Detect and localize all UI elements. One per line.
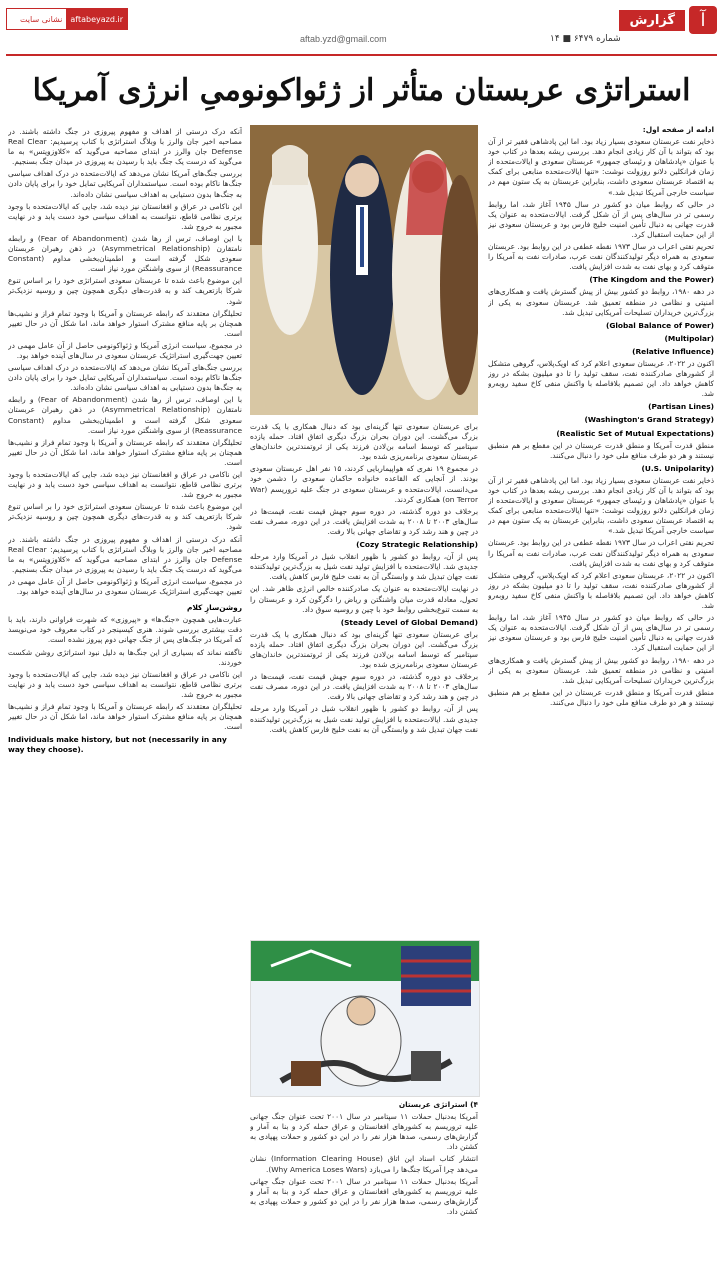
paragraph: با این اوصاف، ترس از رها شدن (Fear of Abandonment) و رابطه نامتقارن (Asymmetrical Relationship) در ذهن رهبران عربستان سعودی شکل گرفته است و اطمینان‌بخشی مداوم (Constant Reassurance) از سوی واشنگتن مورد نیاز است. bbox=[8, 395, 242, 435]
term-label: (Cozy Strategic Relationship) bbox=[356, 540, 478, 550]
paragraph: ذخایر نفت عربستان سعودی بسیار زیاد بود. اما این پادشاهی فقیر تر از آن بود که بتواند با آن کار زیادی انجام دهد. بررسی ریشه بعدها در کتاب خود با عنوان «پادشاهان و رئیسای جمهور» عربستان سعودی و ایالات‌متحده از زمان فرانکلین دلانو روزولت نوشت: «تنها ایالات‌متحده منابعی برای کمک به اقتصاد عربستان سعودی داشت، بنابراین عربستان به یک ستون مهم در سیاست خارجی آمریکا تبدیل شد.» bbox=[488, 475, 714, 536]
paragraph: برای عربستان سعودی تنها گزینه‌ای بود که دنبال همکاری با یک قدرت بزرگ می‌گشت. این دوران بحران بزرگ دیگری اتفاق افتاد. حمله یازده سپتامبر که توسط اسامه بن‌لادن فرزند یکی از ثروتمندترین خاندان‌های عربستان سعودی برنامه‌ریزی شده بود. bbox=[250, 629, 478, 670]
site-badge[interactable] bbox=[6, 8, 128, 30]
paragraph: آمریکا به‌دنبال حملات ۱۱ سپتامبر در سال ۲۰۰۱ تحت عنوان جنگ جهانی علیه تروریسم به کشورهای افغانستان و عراق حمله کرد و بنا به آمار و گزارش‌های رسمی، صدها هزار نفر را در این دو کشور و حملات پهپادی به کشتن داد. bbox=[250, 1176, 478, 1216]
issue-number: ۱۴ ■ شماره ۶۴۷۹ bbox=[550, 34, 621, 44]
section-logo bbox=[517, 4, 717, 36]
site-url[interactable]: aftabeyazd.ir bbox=[66, 9, 127, 29]
continuation-title: ادامه از صفحه اول: bbox=[642, 125, 714, 134]
paragraph: انتشار کتاب اسناد این اتاق (Information Clearing House) نشان می‌دهد چرا آمریکا جنگ‌ها را می‌بازد (Why America Loses Wars). bbox=[250, 1154, 478, 1174]
term-label: (Realistic Set of Mutual Expectations) bbox=[556, 428, 714, 438]
term-label: (Relative Influence) bbox=[632, 346, 714, 356]
paragraph: برخلاف دو دوره گذشته، در دوره سوم جهش قیمت نفت، قیمت‌ها در سال‌های ۲۰۰۳ تا ۲۰۰۸ به شدت افزایش یافت. در این دوره، مصرف نفت در چین و هند رشد کرد و تقاضای جهانی بالا رفت. bbox=[250, 506, 478, 536]
paragraph: اکنون در ۲۰۲۲، عربستان سعودی اعلام کرد که اوپک‌پلاس، گروهی متشکل از کشورهای صادرکننده نفت، سقف تولید را تا دو میلیون بشکه در روز کاهش خواهد داد. این تصمیم بلافاصله با واکنش منفی کاخ سفید روبه‌رو شد. bbox=[488, 358, 714, 399]
paragraph: برای عربستان سعودی تنها گزینه‌ای بود که دنبال همکاری با یک قدرت بزرگ می‌گشت. این دوران بحران بزرگ دیگری اتفاق افتاد. حمله یازده سپتامبر که توسط اسامه بن‌لادن فرزند یکی از ثروتمندترین خاندان‌های عربستان سعودی برنامه‌ریزی شده بود. bbox=[250, 422, 478, 462]
paragraph: در مجموع، سیاست انرژی آمریکا و ژئواکونومی حاصل از آن عامل مهمی در تعیین جهت‌گیری استراتژیک عربستان سعودی در سال‌های آینده خواهد بود. bbox=[8, 576, 242, 597]
right-column bbox=[488, 125, 714, 1275]
page-header bbox=[0, 0, 723, 64]
paragraph: این ناکامی در عراق و افغانستان نیز دیده شد، جایی که ایالات‌متحده با وجود برتری نظامی قاطع، نتوانست به اهداف سیاسی خود دست یابد و در نهایت مجبور به خروج شد. bbox=[8, 201, 242, 231]
paragraph: آنکه درک درستی از اهداف و مفهوم پیروزی در جنگ داشته باشند. در مصاحبه اخیر جان والرز با وبلاگ استراتژی با کتاب پرسیدیم: Real Clear Defense جان والرز در ابتدای مصاحبه می‌گوید که «کلاوزویتس» به ما می‌گوید که درست یک جنگ باید با رسیدن به پیروزی در میدان جنگ بسنجیم. bbox=[8, 127, 242, 167]
term-label: (Partisan Lines) bbox=[648, 402, 714, 412]
sub-section-title: روشن‌سازِ کلام bbox=[187, 603, 242, 613]
term-label: (Multipolar) bbox=[664, 333, 714, 343]
term-label: (The Kingdom and the Power) bbox=[589, 275, 714, 285]
email-address[interactable]: aftab.yzd@gmail.com bbox=[300, 34, 387, 44]
paragraph: عبارت‌هایی همچون «جنگ‌ها» و «پیروزی» که شهرت فراوانی دارند، باید با دقت بیشتری بررسی شوند. هنری کیسینجر در کتاب معروف خود می‌نویسد که آمریکا در جنگ‌های پس از جنگ جهانی دوم پیروز نشده است. bbox=[8, 615, 242, 645]
paragraph: آنکه درک درستی از اهداف و مفهوم پیروزی در جنگ داشته باشند. در مصاحبه اخیر جان والرز با وبلاگ استراتژی با کتاب پرسیدیم: Real Clear Defense جان والرز در ابتدای مصاحبه می‌گوید که «کلاوزویتس» به ما می‌گوید که درست یک جنگ باید با رسیدن به پیروزی در میدان جنگ بسنجیم. bbox=[8, 534, 242, 574]
site-label: نشانی سایت bbox=[19, 14, 63, 24]
paragraph: در نهایت ایالات‌متحده به عنوان یک صادرکننده خالص انرژی ظاهر شد. این تحول، معادله قدرت میان واشنگتن و ریاض را دگرگون کرد و عربستان را به سمت تنوع‌بخشی روابط خود با چین و روسیه سوق داد. bbox=[250, 584, 478, 614]
middle-lower-column bbox=[250, 1100, 478, 1275]
paragraph: در مجموع، سیاست انرژی آمریکا و ژئواکونومی حاصل از آن عامل مهمی در تعیین جهت‌گیری استراتژیک عربستان سعودی در سال‌های آینده خواهد بود. bbox=[8, 340, 242, 360]
paragraph: بررسی جنگ‌های آمریکا نشان می‌دهد که ایالات‌متحده در درک اهداف سیاسی جنگ‌ها ناکام بوده است. سیاستمداران آمریکایی تمایل خود را برای پایان دادن به جنگ‌ها بدون دستیابی به اهداف سیاسی نشان داده‌اند. bbox=[8, 363, 242, 393]
paragraph: تحلیلگران معتقدند که رابطه عربستان و آمریکا با وجود تمام فراز و نشیب‌ها همچنان بر پایه منافع مشترک استوار خواهد ماند، اما شکل آن در حال تغییر است. bbox=[8, 308, 242, 338]
term-label: (Steady Level of Global Demand) bbox=[340, 617, 478, 627]
paragraph: پس از آن، روابط دو کشور با ظهور انقلاب شیل در آمریکا وارد مرحله جدیدی شد. ایالات‌متحده با افزایش تولید نفت شیل به بزرگ‌ترین تولیدکننده نفت جهان تبدیل شد و وابستگی آن به نفت خلیج فارس کاهش یافت. bbox=[250, 552, 478, 582]
paragraph: در حالی که روابط میان دو کشور در سال ۱۹۴۵ آغاز شد، اما روابط رسمی تر در سال‌های پس از آن شکل گرفت. ایالات‌متحده به عنوان یک قدرت جهانی به دنبال تأمین امنیت خلیج فارس بود و عربستان سعودی نیز از این حمایت استقبال کرد. bbox=[488, 613, 714, 653]
cartoon-illustration bbox=[251, 941, 479, 1096]
paragraph: این موضوع باعث شده تا عربستان سعودی استراتژی خود را بر اساس تنوع شرکا بازتعریف کند و به قدرت‌های دیگری همچون چین و روسیه نزدیک‌تر شود. bbox=[8, 276, 242, 306]
paragraph: برخلاف دو دوره گذشته، در دوره سوم جهش قیمت نفت، قیمت‌ها در سال‌های ۲۰۰۳ تا ۲۰۰۸ به شدت افزایش یافت. در این دوره، مصرف نفت در چین و هند رشد کرد و تقاضای جهانی بالا رفت. bbox=[250, 672, 478, 702]
page-headline: استراتژی عربستان متأثر از ژئواکونومیِ انرژی آمریکا bbox=[32, 73, 691, 108]
paragraph: در دهه ۱۹۸۰، روابط دو کشور بیش از پیش گسترش یافت و همکاری‌های امنیتی و نظامی در منطقه تعمیق شد. عربستان سعودی به یکی از بزرگ‌ترین خریداران تسلیحات آمریکایی تبدیل شد. bbox=[488, 655, 714, 685]
paragraph: این موضوع باعث شده تا عربستان سعودی استراتژی خود را بر اساس تنوع شرکا بازتعریف کند و به قدرت‌های دیگری همچون چین و روسیه نزدیک‌تر شود. bbox=[8, 502, 242, 532]
closing-quote: Individuals make history, but not (necessarily in any way they choose). bbox=[8, 735, 227, 755]
paragraph: تحریم نفتی اعراب در سال ۱۹۷۳ نقطه عطفی در این روابط بود. عربستان سعودی به همراه دیگر تولیدکنندگان نفت عرب، صادرات نفت به آمریکا را متوقف کرد و بهای نفت به شدت افزایش یافت. bbox=[488, 538, 714, 568]
paragraph: تحلیلگران معتقدند که رابطه عربستان و آمریکا با وجود تمام فراز و نشیب‌ها همچنان بر پایه منافع مشترک استوار خواهد ماند، اما شکل آن در حال تغییر است. bbox=[8, 701, 242, 732]
paragraph: ناگفته نماند که بسیاری از این جنگ‌ها به دلیل نبود استراتژی روشن شکست خوردند. bbox=[8, 647, 242, 667]
paragraph: بررسی جنگ‌های آمریکا نشان می‌دهد که ایالات‌متحده در درک اهداف سیاسی جنگ‌ها ناکام بوده است. سیاستمداران آمریکایی تمایل خود را برای پایان دادن به جنگ‌ها بدون دستیابی به اهداف سیاسی نشان داده‌اند. bbox=[8, 169, 242, 199]
paragraph: تحریم نفتی اعراب در سال ۱۹۷۳ نقطه عطفی در این روابط بود. عربستان سعودی به همراه دیگر تولیدکنندگان نفت عرب، صادرات نفت به آمریکا را متوقف کرد و بهای نفت به شدت افزایش یافت. bbox=[488, 242, 714, 272]
section-label: گزارش bbox=[619, 10, 685, 31]
paragraph: این ناکامی در عراق و افغانستان نیز دیده شد، جایی که ایالات‌متحده با وجود برتری نظامی قاطع، نتوانست به اهداف سیاسی خود دست یابد و در نهایت مجبور به خروج شد. bbox=[8, 470, 242, 500]
section-title: ۴) استراتژی عربستان bbox=[398, 1100, 478, 1109]
paragraph: در حالی که روابط میان دو کشور در سال ۱۹۴۵ آغاز شد، اما روابط رسمی تر در سال‌های پس از آن شکل گرفت. ایالات‌متحده به عنوان یک قدرت جهانی به دنبال تأمین امنیت خلیج فارس بود و عربستان سعودی نیز از این حمایت استقبال کرد. bbox=[488, 199, 714, 239]
paragraph: این ناکامی در عراق و افغانستان نیز دیده شد، جایی که ایالات‌متحده با وجود برتری نظامی قاطع، نتوانست به اهداف سیاسی خود دست یابد و در نهایت مجبور به خروج شد. bbox=[8, 669, 242, 699]
paragraph: اکنون در ۲۰۲۲، عربستان سعودی اعلام کرد که اوپک‌پلاس، گروهی متشکل از کشورهای صادرکننده نفت، سقف تولید را تا دو میلیون بشکه در روز کاهش خواهد داد. این تصمیم بلافاصله با واکنش منفی کاخ سفید روبه‌رو شد. bbox=[488, 570, 714, 611]
paragraph: ذخایر نفت عربستان سعودی بسیار زیاد بود. اما این پادشاهی فقیر تر از آن بود که بتواند با آن کار زیادی انجام دهد. بررسی ریشه بعدها در کتاب خود با عنوان «پادشاهان و رئیسای جمهور» عربستان سعودی و ایالات‌متحده از زمان فرانکلین دلانو روزولت نوشت: «تنها ایالات‌متحده منابعی برای کمک به اقتصاد عربستان سعودی داشت، بنابراین عربستان به یک ستون مهم در سیاست خارجی آمریکا تبدیل شد.» bbox=[488, 137, 714, 197]
paragraph: تحلیلگران معتقدند که رابطه عربستان و آمریکا با وجود تمام فراز و نشیب‌ها همچنان بر پایه منافع مشترک استوار خواهد ماند، اما شکل آن در حال تغییر است. bbox=[8, 437, 242, 467]
paragraph: آمریکا به‌دنبال حملات ۱۱ سپتامبر در سال ۲۰۰۱ تحت عنوان جنگ جهانی علیه تروریسم به کشورهای افغانستان و عراق حمله کرد و بنا به آمار و گزارش‌های رسمی، صدها هزار نفر را در این دو کشور و حملات پهپادی به کشتن داد. bbox=[250, 1112, 478, 1152]
paragraph: منطق قدرت آمریکا و منطق قدرت عربستان در این مقطع بر هم منطبق نیستند و هر دو طرف منافع ملی خود را دنبال می‌کنند. bbox=[488, 687, 714, 707]
term-label: (U.S. Unipolarity) bbox=[641, 463, 714, 473]
newspaper-logo-icon: آ bbox=[689, 6, 717, 34]
paragraph: با این اوصاف، ترس از رها شدن (Fear of Abandonment) و رابطه نامتقارن (Asymmetrical Relationship) در ذهن رهبران عربستان سعودی شکل گرفته است و اطمینان‌بخشی مداوم (Constant Reassurance) از سوی واشنگتن مورد نیاز است. bbox=[8, 233, 242, 274]
paragraph: در دهه ۱۹۸۰، روابط دو کشور بیش از پیش گسترش یافت و همکاری‌های امنیتی و نظامی در منطقه تعمیق شد. عربستان سعودی به یکی از بزرگ‌ترین خریداران تسلیحات آمریکایی تبدیل شد. bbox=[488, 287, 714, 317]
editorial-cartoon bbox=[250, 940, 480, 1097]
header-divider bbox=[6, 54, 717, 56]
term-label: (Washington's Grand Strategy) bbox=[584, 415, 714, 425]
paragraph: در مجموع ۱۹ نفری که هواپیماربایی کردند، ۱۵ نفر اهل عربستان سعودی بودند. از آنجایی که القاعده خانواده حاکمان سعودی را دشمن خود می‌دانست، ایالات‌متحده و عربستان سعودی در جنگ علیه تروریسم (War on Terror) همکاری کردند. bbox=[250, 464, 478, 504]
news-photo bbox=[250, 125, 478, 415]
left-column bbox=[8, 125, 242, 1275]
photo-illustration bbox=[250, 125, 478, 415]
paragraph: منطق قدرت آمریکا و منطق قدرت عربستان در این مقطع بر هم منطبق نیستند و هر دو طرف منافع ملی خود را دنبال می‌کنند. bbox=[488, 440, 714, 460]
paragraph: پس از آن، روابط دو کشور با ظهور انقلاب شیل در آمریکا وارد مرحله جدیدی شد. ایالات‌متحده با افزایش تولید نفت شیل به بزرگ‌ترین تولیدکننده نفت جهان تبدیل شد و وابستگی آن به نفت خلیج فارس کاهش یافت. bbox=[250, 704, 478, 734]
term-label: (Global Balance of Power) bbox=[605, 320, 714, 330]
middle-column bbox=[250, 420, 478, 935]
